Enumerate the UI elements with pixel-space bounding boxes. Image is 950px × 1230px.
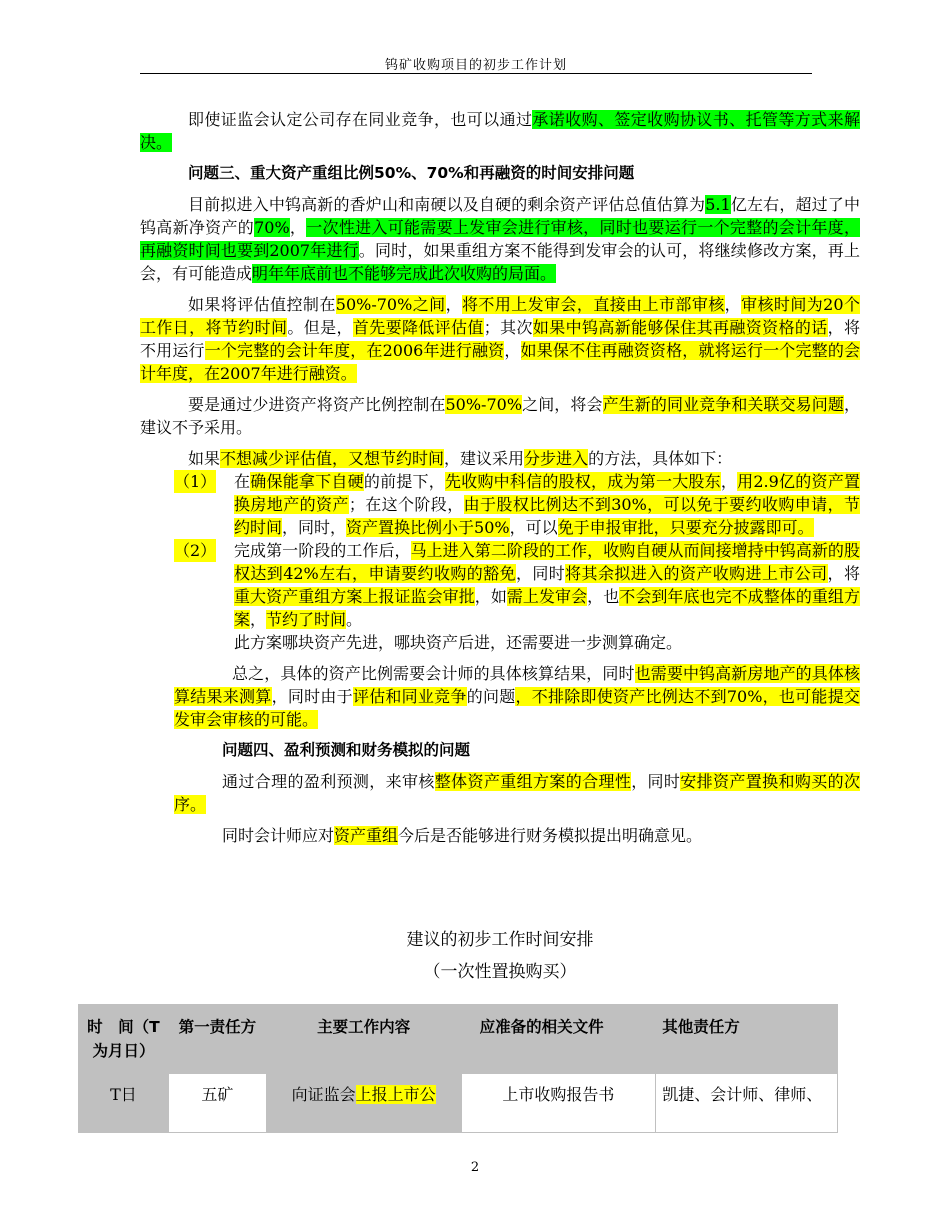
text: ，建议不予采用。: [140, 395, 860, 437]
column-header-party: 第一责任方: [168, 1005, 266, 1074]
text: ，同时，: [282, 518, 347, 537]
highlight-yellow: 需上发审会: [506, 587, 588, 606]
paragraph-plan-note: 此方案哪块资产先进，哪块资产后进，还需要进一步测算确定。: [234, 633, 683, 652]
highlight-yellow: 安排资产置换和购买的次序。: [174, 772, 860, 814]
paragraph-profit-forecast: [140, 770, 860, 816]
paragraph-accountant: [140, 824, 860, 847]
column-header-docs: 应准备的相关文件: [461, 1005, 656, 1074]
section-heading-3: 问题三、重大资产重组比例50%、70%和再融资的时间安排问题: [188, 164, 635, 182]
highlight-yellow: 上报上市公: [355, 1085, 436, 1104]
highlight-yellow: 将不用上发审会，直接由上市部审核: [461, 295, 725, 314]
highlight-yellow: 如果保不住再融资资格，就将运行一个完整的会计年度，在2007年进行融资。: [140, 341, 860, 383]
list-item-step-1: [140, 470, 860, 539]
document-body: [140, 108, 860, 847]
text: ，同时: [631, 772, 681, 791]
highlight-yellow: 分步进入: [524, 449, 589, 468]
text: 总之，具体的资产比例需要会计师的具体核算结果，同时: [232, 664, 635, 683]
text: 。同时，如果重组方案不能得到发审会的认可，将继续修改方案，再上会，有可能造成: [140, 241, 860, 283]
highlight-green: 5.1: [705, 195, 731, 214]
text: 今后是否能够进行财务模拟提出明确意见。: [398, 826, 703, 845]
text: 同时会计师应对: [222, 826, 335, 845]
table-header-row: [79, 1005, 838, 1074]
text: ，: [445, 295, 462, 314]
paragraph-stepwise: [140, 447, 860, 470]
highlight-yellow: 马上进入第二阶段的工作，收购自硬从而间接增持中钨高新的股权达到42%左右，申请要约收购的豁免: [234, 541, 860, 583]
cell-party: 五矿: [168, 1074, 266, 1133]
text: 通过合理的盈利预测，来审核: [222, 772, 435, 791]
text: 如果将评估值控制在: [188, 295, 336, 314]
column-header-others: 其他责任方: [656, 1005, 838, 1074]
schedule-table: [78, 1004, 838, 1133]
text: 之间，将会: [522, 395, 603, 414]
text: 如果: [188, 449, 221, 468]
page-header-title: 钨矿收购项目的初步工作计划: [384, 58, 567, 73]
text: ，: [504, 341, 521, 360]
text: ，: [289, 218, 307, 237]
text: 。: [346, 610, 363, 629]
cell-time: T日: [79, 1074, 169, 1133]
text: ；其次: [483, 318, 533, 337]
schedule-subtitle: （一次性置换购买）: [423, 962, 577, 982]
paragraph-competition: [140, 108, 860, 154]
highlight-yellow: 资产置换比例小于50%: [346, 518, 510, 537]
text: ，可以: [509, 518, 558, 537]
text: 的方法，具体如下：: [588, 449, 733, 468]
highlight-green: 承诺收购、签定收购协议书、托管等方式来解决。: [140, 110, 860, 152]
highlight-green: 一次性进入可能需要上发审会进行审核，同时也要运行一个完整的会计年度，再融资时间也要到2007年进行: [140, 218, 860, 260]
text: 完成第一阶段的工作后，: [234, 541, 411, 560]
highlight-yellow: 由于股权比例达不到30%，可以免于要约收购申请，节约时间: [234, 495, 860, 537]
highlight-green: 70%: [254, 218, 290, 237]
highlight-yellow: 先收购中科信的股权，成为第一大股东: [445, 472, 721, 491]
text: 要是通过少进资产将资产比例控制在: [188, 395, 446, 414]
text: ，将不用运行: [140, 318, 860, 360]
text: 的问题: [466, 687, 516, 706]
text: 也: [603, 587, 620, 606]
cell-others: 凯捷、会计师、律师、: [656, 1074, 838, 1133]
column-header-time: 时 间（T为月日）: [79, 1005, 169, 1074]
text: ，将: [827, 564, 860, 583]
highlight-yellow: 50%-70%之间: [335, 295, 446, 314]
highlight-yellow: 整体资产重组方案的合理性: [434, 772, 632, 791]
highlight-yellow: 一个完整的会计年度，在2006年进行融资: [204, 341, 505, 360]
list-number: （2）: [174, 541, 217, 560]
highlight-green: 明年年底前也不能够完成此次收购的局面。: [252, 264, 557, 283]
highlight-yellow: 首先要降低评估值: [352, 318, 484, 337]
highlight-yellow: 用2.9亿的资产置换房地产的资产: [234, 472, 860, 514]
text: 向证监会: [291, 1085, 356, 1104]
table-row: [79, 1074, 838, 1133]
highlight-yellow: 确保能拿下自硬: [250, 472, 364, 491]
text: ，如: [474, 587, 507, 606]
text: ，同时由于: [271, 687, 353, 706]
highlight-yellow: 50%-70%: [445, 395, 523, 414]
highlight-yellow: 不会到年底也完不成整体的重组方案: [234, 587, 860, 629]
paragraph-valuation: [140, 193, 860, 285]
text: ；在这个阶段，: [348, 495, 464, 514]
highlight-yellow: 免于申报审批，只要充分披露即可。: [557, 518, 814, 537]
paragraph-summary: [140, 662, 860, 731]
text: ，: [250, 610, 267, 629]
text: 即使证监会认定公司存在同业竞争，也可以通过: [188, 110, 533, 129]
cell-work: [266, 1074, 461, 1133]
list-number: （1）: [174, 472, 217, 491]
highlight-yellow: 重大资产重组方案上报证监会审批: [234, 587, 475, 606]
cell-docs: 上市收购报告书: [461, 1074, 656, 1133]
text: ，: [720, 472, 738, 491]
highlight-yellow: 评估和同业竞争: [352, 687, 467, 706]
header-rule: [140, 73, 812, 74]
text: 在: [234, 472, 251, 491]
highlight-yellow: ，不排除即使资产比例达不到70%，也可能提交发审会审核的可能。: [174, 687, 860, 729]
text: ，: [724, 295, 742, 314]
paragraph-reduce-assets: [140, 393, 860, 439]
text: 的前提下，: [363, 472, 445, 491]
text: 目前拟进入中钨高新的香炉山和南硬以及自硬的剩余资产评估总值估算为: [188, 195, 706, 214]
page-number: 2: [470, 1160, 480, 1175]
highlight-yellow: 节约了时间: [266, 610, 347, 629]
highlight-yellow: 审核时间为20个工作日，将节约时间: [140, 295, 860, 337]
highlight-yellow: 产生新的同业竞争和关联交易问题: [602, 395, 844, 414]
text: ，同时: [515, 564, 566, 583]
column-header-work: 主要工作内容: [266, 1005, 461, 1074]
highlight-yellow: 不想减少评估值，又想节约时间: [220, 449, 445, 468]
text: ，: [587, 587, 604, 606]
section-heading-4: 问题四、盈利预测和财务模拟的问题: [222, 741, 471, 759]
text: ，建议采用: [444, 449, 525, 468]
schedule-title: 建议的初步工作时间安排: [406, 930, 594, 950]
highlight-yellow: 也需要中钨高新房地产的具体核算结果来测算: [174, 664, 860, 706]
highlight-yellow: 资产重组: [334, 826, 399, 845]
text: 亿左右，超过了中钨高新净资产的: [140, 195, 860, 237]
highlight-yellow: 如果中钨高新能够保住其再融资资格的话: [532, 318, 828, 337]
paragraph-control-value: [140, 293, 860, 385]
highlight-yellow: 将其余拟进入的资产收购进上市公司: [565, 564, 828, 583]
text: 。但是，: [287, 318, 353, 337]
list-item-step-2: [140, 539, 860, 631]
